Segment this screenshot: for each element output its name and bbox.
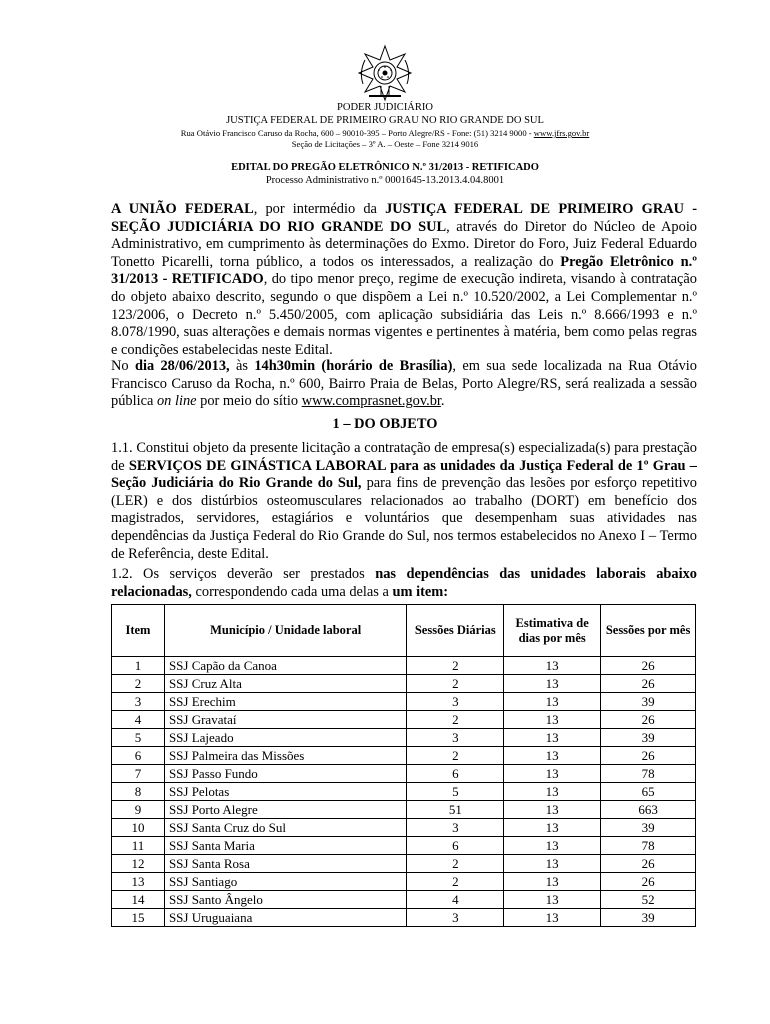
cell-days: 13 xyxy=(504,765,601,783)
cell-days: 13 xyxy=(504,837,601,855)
cell-days: 13 xyxy=(504,711,601,729)
cell-item: 14 xyxy=(112,891,165,909)
header-sessoes-diarias: Sessões Diárias xyxy=(407,605,504,657)
header-item: Item xyxy=(112,605,165,657)
text: às xyxy=(229,358,255,374)
cell-unit: SSJ Gravataí xyxy=(164,711,406,729)
intro-paragraph xyxy=(111,201,697,359)
cell-daily: 2 xyxy=(407,873,504,891)
text-bold: 14h30min (horário de Brasília) xyxy=(254,358,453,374)
cell-item: 11 xyxy=(112,837,165,855)
cell-unit: SSJ Santa Maria xyxy=(164,837,406,855)
cell-days: 13 xyxy=(504,891,601,909)
services-paragraph xyxy=(111,566,697,601)
cell-monthly: 78 xyxy=(601,837,696,855)
cell-days: 13 xyxy=(504,693,601,711)
text: , através do Diretor do Núcleo de Apoio Administrativo, em cumprimento às determinações do Exmo. Diretor do Foro, Juiz Federal Eduardo Tonetto Picarelli, torna público, a todos os interessados, a realização do xyxy=(111,218,698,270)
cell-unit: SSJ Santiago xyxy=(164,873,406,891)
edital-title: EDITAL DO PREGÃO ELETRÔNICO N.º 31/2013 - RETIFICADO xyxy=(231,162,539,173)
cell-days: 13 xyxy=(504,729,601,747)
text-bold: JUSTIÇA FEDERAL DE PRIMEIRO GRAU - SEÇÃO JUDICIÁRIA DO RIO GRANDE DO SUL xyxy=(111,201,697,235)
text: , em sua sede localizada na Rua Otávio Francisco Caruso da Rocha, n.º 600, Bairro Praia de Belas, Porto Alegre/RS, será realizada a sessão pública xyxy=(111,358,697,410)
cell-unit: SSJ Cruz Alta xyxy=(164,675,406,693)
coat-of-arms-icon xyxy=(355,44,415,102)
text-bold: nas dependências das unidades laborais abaixo relacionadas, xyxy=(111,566,698,600)
cell-monthly: 26 xyxy=(601,747,696,765)
cell-daily: 3 xyxy=(407,819,504,837)
cell-unit: SSJ Palmeira das Missões xyxy=(164,747,406,765)
cell-unit: SSJ Passo Fundo xyxy=(164,765,406,783)
cell-unit: SSJ Lajeado xyxy=(164,729,406,747)
table-row xyxy=(112,873,696,891)
text-italic: on line xyxy=(156,393,197,410)
table-row xyxy=(112,657,696,675)
text-bold: SERVIÇOS DE GINÁSTICA LABORAL para as unidades da Justiça Federal de 1º Grau – Seção Judiciária do Rio Grande do Sul, xyxy=(111,457,697,492)
text-bold: dia 28/06/2013, xyxy=(134,358,230,374)
cell-item: 9 xyxy=(112,801,165,819)
text-bold: um item: xyxy=(392,583,449,600)
header-section-line: Seção de Licitações – 3º A. – Oeste – Fone 3214 9016 xyxy=(291,139,479,149)
cell-item: 4 xyxy=(112,711,165,729)
table-row xyxy=(112,711,696,729)
text: para fins de prevenção das lesões por esforço repetitivo (LER) e dos distúrbios osteomusculares relacionados ao trabalho (DORT) em benefício dos magistrados, servidores, estagiários e voluntários que desempenham suas atividades nas dependências da Justiça Federal do Rio Grande do Sul, nos termos estabelecidos no Anexo I – Termo de Referência, deste Edital. xyxy=(111,475,698,562)
cell-daily: 3 xyxy=(407,909,504,927)
object-paragraph xyxy=(111,440,697,563)
cell-monthly: 65 xyxy=(601,783,696,801)
text-bold: A UNIÃO FEDERAL xyxy=(111,201,254,217)
cell-unit: SSJ Capão da Canoa xyxy=(164,657,406,675)
cell-item: 10 xyxy=(112,819,165,837)
cell-unit: SSJ Porto Alegre xyxy=(164,801,406,819)
table-row xyxy=(112,765,696,783)
cell-item: 15 xyxy=(112,909,165,927)
cell-unit: SSJ Uruguaiana xyxy=(164,909,406,927)
table-row xyxy=(112,891,696,909)
cell-daily: 6 xyxy=(407,765,504,783)
table-body xyxy=(112,657,696,927)
cell-monthly: 39 xyxy=(601,819,696,837)
jfrs-link[interactable]: www.jfrs.gov.br xyxy=(533,128,590,138)
cell-monthly: 26 xyxy=(601,873,696,891)
cell-item: 3 xyxy=(112,693,165,711)
cell-monthly: 26 xyxy=(601,657,696,675)
cell-days: 13 xyxy=(504,747,601,765)
cell-daily: 2 xyxy=(407,747,504,765)
header-municipio: Município / Unidade laboral xyxy=(164,605,406,657)
cell-item: 2 xyxy=(112,675,165,693)
cell-days: 13 xyxy=(504,801,601,819)
cell-unit: SSJ Santa Cruz do Sul xyxy=(164,819,406,837)
header-line-poder-judiciario: PODER JUDICIÁRIO xyxy=(337,102,433,113)
cell-item: 1 xyxy=(112,657,165,675)
cell-daily: 2 xyxy=(407,711,504,729)
process-number: Processo Administrativo n.º 0001645-13.2013.4.04.8001 xyxy=(265,175,505,186)
cell-monthly: 26 xyxy=(601,675,696,693)
cell-daily: 51 xyxy=(407,801,504,819)
cell-item: 12 xyxy=(112,855,165,873)
cell-unit: SSJ Pelotas xyxy=(164,783,406,801)
cell-days: 13 xyxy=(504,783,601,801)
table-row xyxy=(112,729,696,747)
cell-daily: 2 xyxy=(407,855,504,873)
cell-unit: SSJ Santa Rosa xyxy=(164,855,406,873)
session-paragraph xyxy=(111,358,697,411)
cell-monthly: 39 xyxy=(601,729,696,747)
comprasnet-link[interactable]: www.comprasnet.gov.br xyxy=(301,393,441,410)
text: 1.2. Os serviços deverão ser prestados xyxy=(111,566,376,582)
cell-daily: 3 xyxy=(407,729,504,747)
cell-days: 13 xyxy=(504,657,601,675)
table-row xyxy=(112,783,696,801)
header-line-justica-federal: JUSTIÇA FEDERAL DE PRIMEIRO GRAU NO RIO GRANDE DO SUL xyxy=(226,115,544,126)
cell-item: 13 xyxy=(112,873,165,891)
cell-monthly: 39 xyxy=(601,909,696,927)
table-header-row xyxy=(112,605,696,657)
text: , do tipo menor preço, regime de execução indireta, visando à contratação do objeto abaixo descrito, segundo o que dispõem a Lei n.º 10.520/2002, a Lei Complementar n.º 123/2006, o Decreto n.º 5.450/2005, com aplicação subsidiária das Leis n.º 8.666/1993 e n.º 8.078/1990, suas alterações e demais normas vigentes e pertinentes à matéria, bem como pelas regras e condições estabelecidas neste Edital. xyxy=(111,271,697,358)
header-address-text: Rua Otávio Francisco Caruso da Rocha, 600 – 90010-395 – Porto Alegre/RS - Fone: (51) 3214 9000 - xyxy=(180,128,534,138)
cell-days: 13 xyxy=(504,675,601,693)
table-row xyxy=(112,819,696,837)
table-row xyxy=(112,675,696,693)
cell-monthly: 39 xyxy=(601,693,696,711)
header-address-line xyxy=(0,128,770,138)
cell-daily: 3 xyxy=(407,693,504,711)
cell-days: 13 xyxy=(504,819,601,837)
text-bold: Pregão Eletrônico n.º 31/2013 - RETIFICADO xyxy=(111,253,697,288)
section-title-objeto: 1 – DO OBJETO xyxy=(332,416,438,432)
cell-item: 8 xyxy=(112,783,165,801)
units-table xyxy=(111,604,696,927)
cell-monthly: 26 xyxy=(601,711,696,729)
table-row xyxy=(112,909,696,927)
table-row xyxy=(112,837,696,855)
cell-daily: 4 xyxy=(407,891,504,909)
cell-item: 7 xyxy=(112,765,165,783)
cell-daily: 2 xyxy=(407,657,504,675)
cell-unit: SSJ Santo Ângelo xyxy=(164,891,406,909)
cell-daily: 5 xyxy=(407,783,504,801)
cell-daily: 6 xyxy=(407,837,504,855)
text: correspondendo cada uma delas a xyxy=(191,583,393,600)
cell-item: 5 xyxy=(112,729,165,747)
table-row xyxy=(112,747,696,765)
cell-monthly: 78 xyxy=(601,765,696,783)
text: . xyxy=(440,393,445,410)
cell-monthly: 26 xyxy=(601,855,696,873)
table-row xyxy=(112,801,696,819)
cell-item: 6 xyxy=(112,747,165,765)
cell-monthly: 663 xyxy=(601,801,696,819)
text: por meio do sítio xyxy=(196,393,302,410)
cell-daily: 2 xyxy=(407,675,504,693)
text: No xyxy=(111,358,135,374)
table-row xyxy=(112,693,696,711)
header-estimativa-dias: Estimativa de dias por mês xyxy=(504,605,601,657)
table-row xyxy=(112,855,696,873)
cell-monthly: 52 xyxy=(601,891,696,909)
text: , por intermédio da xyxy=(253,201,386,217)
cell-days: 13 xyxy=(504,909,601,927)
header-sessoes-mes: Sessões por mês xyxy=(601,605,696,657)
cell-days: 13 xyxy=(504,873,601,891)
cell-unit: SSJ Erechim xyxy=(164,693,406,711)
cell-days: 13 xyxy=(504,855,601,873)
text: 1.1. Constitui objeto da presente licitação a contratação de empresa(s) especializada(s) para prestação de xyxy=(111,440,697,474)
